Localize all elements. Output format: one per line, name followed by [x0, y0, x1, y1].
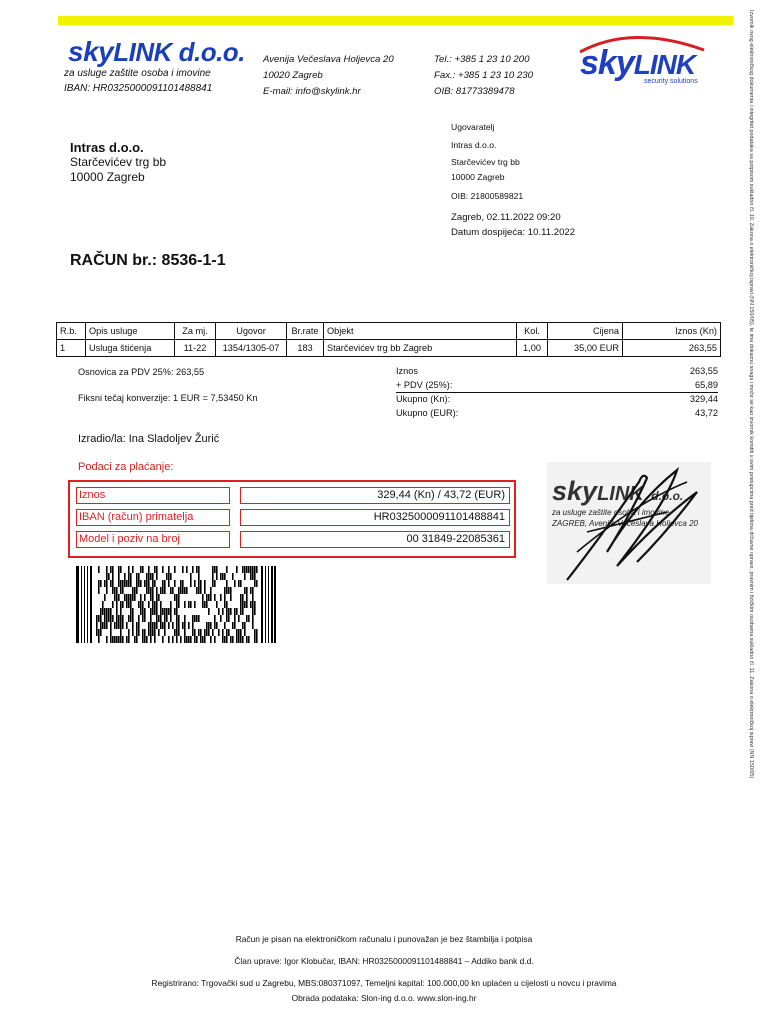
skylink-logo: skyLINK security solutions: [572, 30, 722, 90]
items-table: [56, 322, 721, 357]
buyer-city: 10000 Zagreb: [70, 170, 145, 184]
table-cell: 1354/1305-07: [216, 340, 287, 357]
col-header: Br.rate: [287, 323, 324, 340]
buyer-name: Intras d.o.o.: [70, 140, 144, 155]
col-header: Cijena: [548, 323, 623, 340]
payment-title: Podaci za plaćanje:: [78, 461, 174, 473]
company-tagline: za usluge zaštite osoba i imovine: [64, 68, 211, 79]
col-header: Kol.: [517, 323, 548, 340]
totals-row: Ukupno (Kn): 329,44: [396, 392, 718, 407]
company-stamp: skyLINK d.o.o. za usluge zaštite osoba i imovine ZAGREB, Avenija Večeslava Holjevca 20: [547, 462, 711, 584]
payment-value: 329,44 (Kn) / 43,72 (EUR): [240, 487, 510, 504]
invoice-number: RAČUN br.: 8536-1-1: [70, 252, 226, 269]
payment-value: 00 31849-22085361: [240, 531, 510, 548]
company-contacts: Tel.: +385 1 23 10 200 Fax.: +385 1 23 10 230 OIB: 81773389478: [434, 54, 533, 97]
table-cell: 263,55: [623, 340, 721, 357]
signature-icon: [547, 462, 711, 584]
contractor-label: Ugovaratelj: [451, 122, 495, 132]
table-header-row: [57, 323, 721, 340]
totals-row: Ukupno (EUR): 43,72: [396, 407, 718, 418]
col-header: Za mj.: [175, 323, 216, 340]
table-cell: Usluga štićenja: [86, 340, 175, 357]
table-cell: 35,00 EUR: [548, 340, 623, 357]
table-cell: 183: [287, 340, 324, 357]
table-cell: 11-22: [175, 340, 216, 357]
issue-date: Zagreb, 02.11.2022 09:20: [451, 212, 561, 223]
exchange-rate-note: Fiksni tečaj konverzije: 1 EUR = 7,53450 Kn: [78, 393, 258, 403]
footer-registration: Registrirano: Trgovački sud u Zagrebu, MBS:080371097, Temeljni kapital: 100.000,00 kn uplaćen u cijelosti u novcu i pravima: [151, 978, 617, 988]
contractor-street: Starčevićev trg bb: [451, 157, 520, 167]
payment-label: Iznos: [76, 487, 230, 504]
table-cell: 1,00: [517, 340, 548, 357]
table-cell: 1: [57, 340, 86, 357]
company-address: Avenija Večeslava Holjevca 20 10020 Zagreb E-mail: info@skylink.hr: [263, 54, 394, 97]
company-iban: IBAN: HR0325000091101488841: [64, 83, 213, 94]
top-accent-bar: [58, 16, 733, 25]
invoice-dates: [451, 210, 575, 240]
col-header: Opis usluge: [86, 323, 175, 340]
totals-row: Iznos 263,55: [396, 366, 718, 376]
buyer-street: Starčevićev trg bb: [70, 155, 167, 169]
payment-box: [68, 480, 516, 558]
contractor-city: 10000 Zagreb: [451, 172, 505, 182]
footer-note: Račun je pisan na elektroničkom računalu i punovažan je bez štambilja i potpisa: [235, 934, 533, 944]
company-name: skyLINK d.o.o.: [68, 36, 245, 67]
vat-base-note: Osnovica za PDV 25%: 263,55: [78, 367, 205, 377]
col-header: Objekt: [324, 323, 517, 340]
table-cell: Starčevićev trg bb Zagreb: [324, 340, 517, 357]
col-header: Ugovor: [216, 323, 287, 340]
payment-value: HR0325000091101488841: [240, 509, 510, 526]
payment-label: IBAN (račun) primatelja: [76, 509, 230, 526]
payment-barcode-icon: [76, 566, 276, 643]
footer-management: Član uprave: Igor Klobučar, IBAN: HR0325000091101488841 – Addiko bank d.d.: [234, 956, 534, 966]
col-header: Iznos (Kn): [623, 323, 721, 340]
contractor-oib: OIB: 21800589821: [451, 191, 524, 201]
col-header: R.b.: [57, 323, 86, 340]
footer-processing: Obrada podataka: Slon-ing d.o.o. www.slon-ing.hr: [291, 993, 477, 1003]
table-row: [57, 340, 721, 357]
contractor-name: Intras d.o.o.: [451, 140, 497, 150]
totals-block: [396, 365, 718, 420]
due-date: Datum dospijeća: 10.11.2022: [451, 227, 576, 238]
side-legal-note: Izvornik ovog elektroničkog dokumenta i integritet podataka sa potpisom sukladno čl. 10. Zakona o elektroničkoj ispravi (NN 150/05), te ima dokaznu snagu i može se kao izvornik koristiti u svim postupcima pred tijelima državne uprave, pravnim i fizičkim osobama sukladno čl. 11. Zakona o elektroničkoj ispravi (NN 150/05): [748, 10, 754, 779]
totals-row: + PDV (25%): 65,89: [396, 379, 718, 390]
made-by: Izradio/la: Ina Sladoljev Žurić: [78, 433, 220, 445]
payment-label: Model i poziv na broj: [76, 531, 230, 548]
